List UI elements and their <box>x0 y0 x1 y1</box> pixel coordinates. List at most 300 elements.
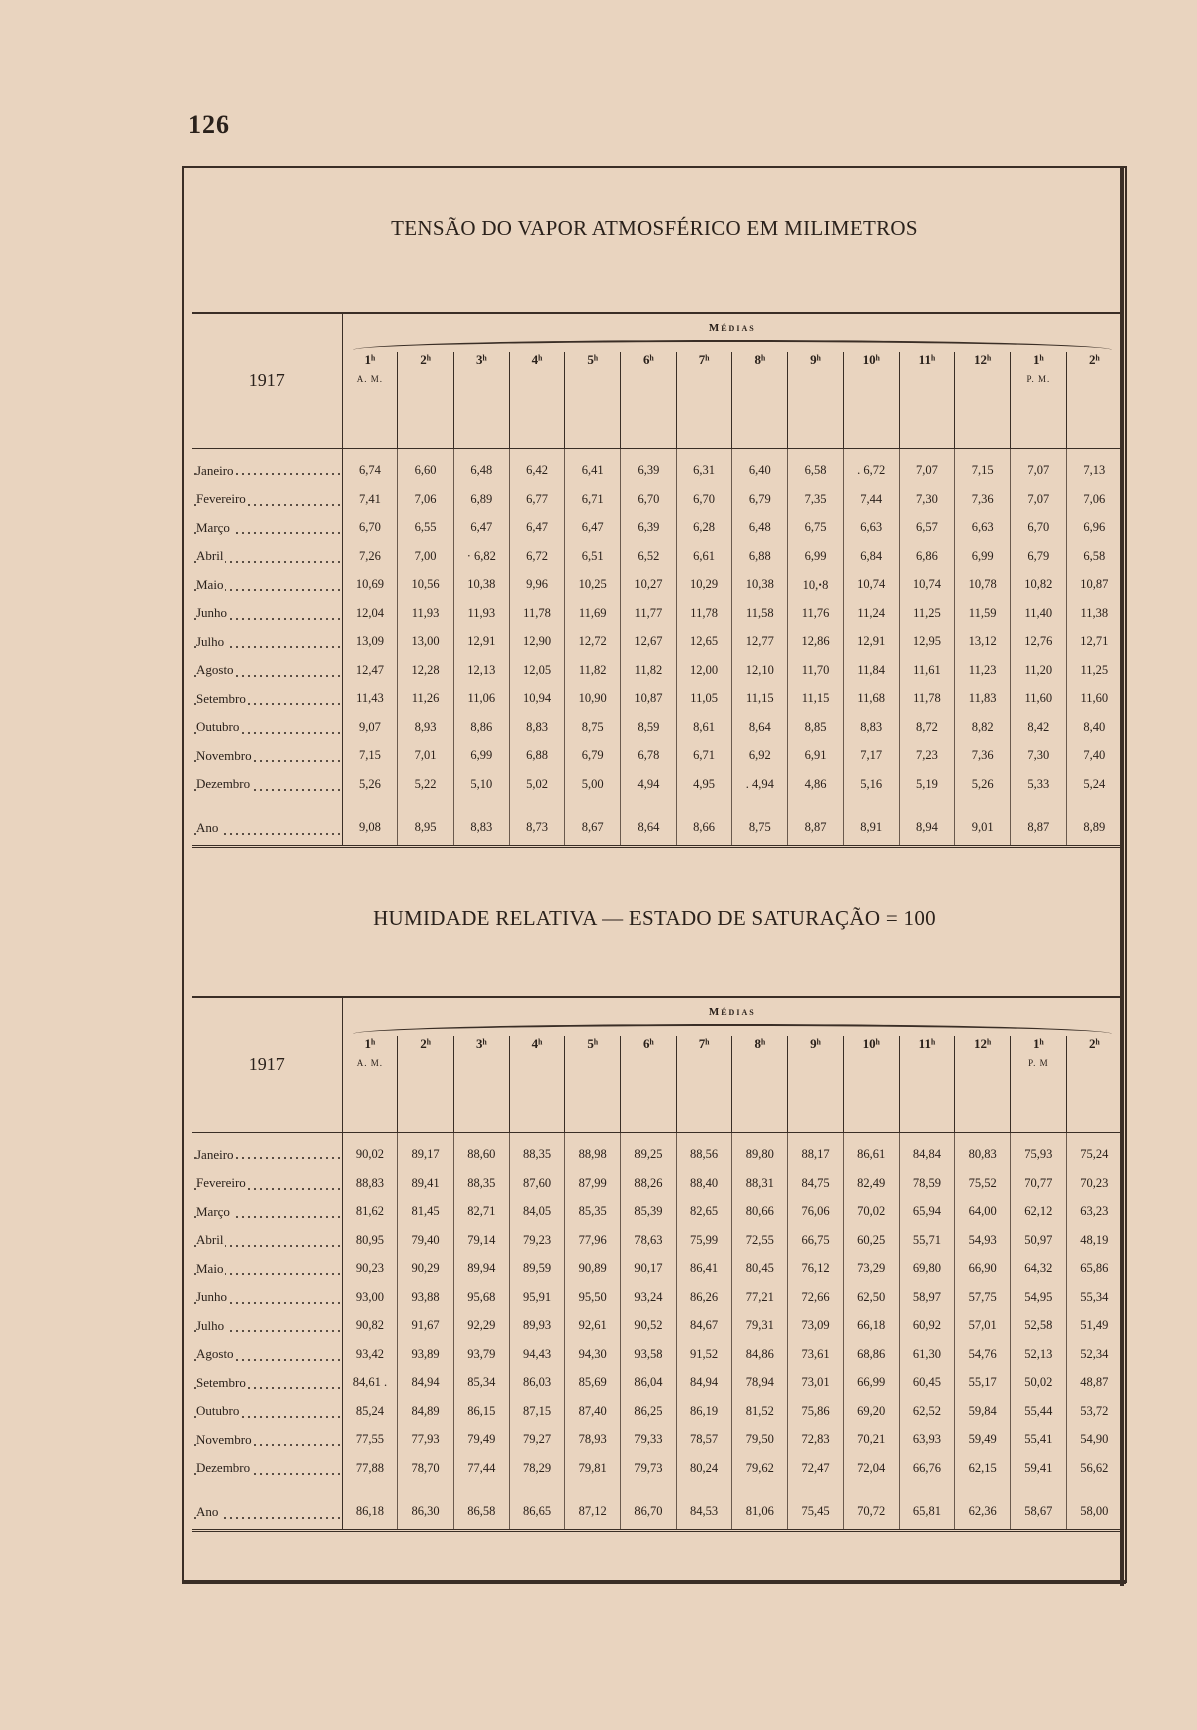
table-cell: 6,91 <box>788 742 844 771</box>
table-cell: 12,10 <box>732 656 788 685</box>
annual-cell: 8,67 <box>565 811 621 847</box>
table-cell: 79,23 <box>509 1226 565 1255</box>
table-cell: 93,79 <box>453 1340 509 1369</box>
table-cell: 10,38 <box>732 571 788 600</box>
table-cell: 90,82 <box>342 1312 398 1341</box>
table-cell: 11,58 <box>732 599 788 628</box>
table-cell: 66,76 <box>899 1454 955 1483</box>
table-cell: 7,06 <box>1066 485 1122 514</box>
table-row <box>192 448 1122 485</box>
table-cell: 80,66 <box>732 1198 788 1227</box>
table-cell: 6,47 <box>565 514 621 543</box>
table-cell: 85,24 <box>342 1397 398 1426</box>
table-cell: 12,77 <box>732 628 788 657</box>
month-label <box>192 448 342 485</box>
annual-cell: 8,95 <box>398 811 454 847</box>
table-cell: 10,87 <box>621 685 677 714</box>
row-spacer <box>192 1483 1122 1495</box>
table-cell: 66,99 <box>843 1369 899 1398</box>
hour-label: 8ʰ <box>754 352 766 367</box>
table-cell: 93,89 <box>398 1340 454 1369</box>
table-cell: 6,71 <box>565 485 621 514</box>
table-cell: 90,89 <box>565 1255 621 1284</box>
table-cell: 12,86 <box>788 628 844 657</box>
table-cell: 86,15 <box>453 1397 509 1426</box>
table-cell: 76,12 <box>788 1255 844 1284</box>
table-cell: 78,93 <box>565 1426 621 1455</box>
annual-cell: 58,00 <box>1066 1495 1122 1531</box>
vapor-table-body <box>192 448 1122 846</box>
table-cell: 6,41 <box>565 448 621 485</box>
table-cell: 82,49 <box>843 1169 899 1198</box>
table-cell: 90,17 <box>621 1255 677 1284</box>
table-row <box>192 1312 1122 1341</box>
hour-label: 4ʰ <box>531 352 543 367</box>
table-cell: 10,25 <box>565 571 621 600</box>
page-frame <box>182 166 1127 1583</box>
hour-label: 2ʰ <box>420 352 431 367</box>
table-cell: 13,12 <box>955 628 1011 657</box>
month-label <box>192 1198 342 1227</box>
annual-cell: 8,87 <box>1010 811 1066 847</box>
table-row <box>192 1132 1122 1169</box>
table-cell: 93,58 <box>621 1340 677 1369</box>
table-cell: 89,80 <box>732 1132 788 1169</box>
table-cell: 7,23 <box>899 742 955 771</box>
brace-icon <box>353 340 1112 350</box>
table-cell: 6,99 <box>788 542 844 571</box>
table-cell: 7,41 <box>342 485 398 514</box>
table-cell: 11,06 <box>453 685 509 714</box>
month-label <box>192 1454 342 1483</box>
table-cell: 11,69 <box>565 599 621 628</box>
table-cell: 6,88 <box>509 742 565 771</box>
table-cell: 7,30 <box>1010 742 1066 771</box>
annual-cell: 86,58 <box>453 1495 509 1531</box>
medias-header <box>342 314 1122 352</box>
hour-label: 12ʰ <box>974 1036 992 1051</box>
table-cell: 5,19 <box>899 770 955 799</box>
table1-title: TENSÃO DO VAPOR ATMOSFÉRICO EM MILIMETROS <box>391 216 918 240</box>
table-cell: 12,00 <box>676 656 732 685</box>
table-cell: 8,64 <box>732 713 788 742</box>
table-cell: 63,23 <box>1066 1198 1122 1227</box>
label-text: Fevereiro <box>196 491 246 507</box>
hour-label: 8ʰ <box>754 1036 766 1051</box>
table-cell: 48,87 <box>1066 1369 1122 1398</box>
table-cell: 6,70 <box>342 514 398 543</box>
table-cell: 80,95 <box>342 1226 398 1255</box>
table-cell: 79,31 <box>732 1312 788 1341</box>
table-row <box>192 485 1122 514</box>
label-text: Janeiro <box>196 1146 234 1162</box>
hour-label: 2ʰ <box>1088 352 1100 367</box>
table-cell: 11,61 <box>899 656 955 685</box>
month-label <box>192 1283 342 1312</box>
hour-label: 11ʰ <box>918 1036 936 1051</box>
table-cell: 55,34 <box>1066 1283 1122 1312</box>
table-cell: 5,10 <box>453 770 509 799</box>
table-cell: 7,07 <box>899 448 955 485</box>
table-cell: 80,83 <box>955 1132 1011 1169</box>
annual-cell: 86,65 <box>509 1495 565 1531</box>
hour-header <box>955 352 1011 448</box>
table-cell: 9,96 <box>509 571 565 600</box>
table-cell: 7,36 <box>955 485 1011 514</box>
hour-header <box>342 1036 398 1132</box>
label-text: Fevereiro <box>196 1175 246 1191</box>
table-cell: 8,59 <box>621 713 677 742</box>
table-cell: 8,82 <box>955 713 1011 742</box>
table-cell: 91,67 <box>398 1312 454 1341</box>
table-cell: 88,35 <box>453 1169 509 1198</box>
table-cell: 8,83 <box>843 713 899 742</box>
table-cell: 77,44 <box>453 1454 509 1483</box>
label-text: Setembro <box>196 1374 246 1390</box>
label-text: Julho <box>196 1317 225 1333</box>
table-cell: 60,45 <box>899 1369 955 1398</box>
pm-label: P. M. <box>1026 374 1051 384</box>
table-cell: 79,49 <box>453 1426 509 1455</box>
table-cell: 62,15 <box>955 1454 1011 1483</box>
table-cell: 59,84 <box>955 1397 1011 1426</box>
table-cell: 79,50 <box>732 1426 788 1455</box>
table-cell: 85,39 <box>621 1198 677 1227</box>
table-row <box>192 742 1122 771</box>
table-cell: 60,92 <box>899 1312 955 1341</box>
annual-cell: 70,72 <box>843 1495 899 1531</box>
hour-label: 7ʰ <box>698 1036 710 1051</box>
table-cell: 5,26 <box>342 770 398 799</box>
table-cell: 12,13 <box>453 656 509 685</box>
table-cell: 10,74 <box>899 571 955 600</box>
table-cell: 87,99 <box>565 1169 621 1198</box>
table-cell: 94,30 <box>565 1340 621 1369</box>
hour-header <box>676 352 732 448</box>
medias-header <box>342 998 1122 1036</box>
table-cell: 66,18 <box>843 1312 899 1341</box>
table-cell: 79,14 <box>453 1226 509 1255</box>
table-cell: 10,82 <box>1010 571 1066 600</box>
annual-row <box>192 1495 1122 1531</box>
table-cell: 12,91 <box>453 628 509 657</box>
table-cell: 7,13 <box>1066 448 1122 485</box>
table-cell: 8,72 <box>899 713 955 742</box>
table-cell: 12,95 <box>899 628 955 657</box>
table-cell: 68,86 <box>843 1340 899 1369</box>
table-cell: 66,90 <box>955 1255 1011 1284</box>
table-cell: 84,05 <box>509 1198 565 1227</box>
table-cell: 8,85 <box>788 713 844 742</box>
table-cell: 11,82 <box>565 656 621 685</box>
table-cell: 63,93 <box>899 1426 955 1455</box>
hour-header <box>1010 1036 1066 1132</box>
hour-header <box>899 352 955 448</box>
table-cell: 11,40 <box>1010 599 1066 628</box>
table-cell: 70,21 <box>843 1426 899 1455</box>
table-cell: 10,78 <box>955 571 1011 600</box>
table-row <box>192 571 1122 600</box>
table-cell: 79,27 <box>509 1426 565 1455</box>
table-cell: 6,39 <box>621 448 677 485</box>
table-cell: 52,58 <box>1010 1312 1066 1341</box>
table-cell: 88,40 <box>676 1169 732 1198</box>
table-cell: 90,23 <box>342 1255 398 1284</box>
hour-label: 5ʰ <box>587 1036 599 1051</box>
table-cell: 61,30 <box>899 1340 955 1369</box>
table-cell: 12,65 <box>676 628 732 657</box>
am-label: A. M. <box>356 1058 384 1068</box>
hour-label: 9ʰ <box>810 1036 821 1051</box>
table-cell: 72,55 <box>732 1226 788 1255</box>
table-cell: 80,45 <box>732 1255 788 1284</box>
table-cell: 11,26 <box>398 685 454 714</box>
table2-title: HUMIDADE RELATIVA — ESTADO DE SATURAÇÃO = 100 <box>373 906 936 930</box>
label-text: Outubro <box>196 719 240 735</box>
table-cell: 84,94 <box>398 1369 454 1398</box>
table-cell: 12,47 <box>342 656 398 685</box>
table-cell: 64,00 <box>955 1198 1011 1227</box>
table-cell: 84,86 <box>732 1340 788 1369</box>
hour-header <box>676 1036 732 1132</box>
table-cell: 85,35 <box>565 1198 621 1227</box>
label-text: Setembro <box>196 690 246 706</box>
month-label <box>192 1312 342 1341</box>
annual-cell: 8,75 <box>732 811 788 847</box>
table-cell: 11,59 <box>955 599 1011 628</box>
table-cell: 93,24 <box>621 1283 677 1312</box>
table-cell: 6,58 <box>1066 542 1122 571</box>
annual-label <box>192 811 342 847</box>
table-cell: 73,29 <box>843 1255 899 1284</box>
hour-header <box>565 352 621 448</box>
table-cell: 58,97 <box>899 1283 955 1312</box>
table-cell: 75,99 <box>676 1226 732 1255</box>
table-cell: 62,50 <box>843 1283 899 1312</box>
table-cell: 7,15 <box>342 742 398 771</box>
table-cell: 6,96 <box>1066 514 1122 543</box>
table-cell: 6,79 <box>1010 542 1066 571</box>
table-cell: 6,60 <box>398 448 454 485</box>
table-cell: 89,93 <box>509 1312 565 1341</box>
annual-cell: 9,08 <box>342 811 398 847</box>
hour-label: 4ʰ <box>531 1036 543 1051</box>
table-cell: 6,72 <box>509 542 565 571</box>
table-cell: 6,79 <box>565 742 621 771</box>
table-row <box>192 656 1122 685</box>
table-cell: 90,02 <box>342 1132 398 1169</box>
table-cell: 55,17 <box>955 1369 1011 1398</box>
annual-cell: 8,73 <box>509 811 565 847</box>
hour-label: 1ʰ <box>364 352 376 367</box>
table-cell: 69,20 <box>843 1397 899 1426</box>
table-cell: 10,29 <box>676 571 732 600</box>
table-cell: 84,75 <box>788 1169 844 1198</box>
table-cell: 11,24 <box>843 599 899 628</box>
table-cell: 91,52 <box>676 1340 732 1369</box>
month-label <box>192 514 342 543</box>
brace-icon <box>353 1024 1112 1034</box>
table-cell: 93,42 <box>342 1340 398 1369</box>
table-cell: 87,40 <box>565 1397 621 1426</box>
table-cell: 7,30 <box>899 485 955 514</box>
table-cell: 62,52 <box>899 1397 955 1426</box>
table-cell: 54,76 <box>955 1340 1011 1369</box>
table-cell: 7,15 <box>955 448 1011 485</box>
table-cell: 87,15 <box>509 1397 565 1426</box>
table-cell: 6,70 <box>676 485 732 514</box>
table-cell: 8,61 <box>676 713 732 742</box>
label-text: Maio <box>196 1260 224 1276</box>
table-cell: 93,88 <box>398 1283 454 1312</box>
hour-header <box>621 1036 677 1132</box>
table-cell: 11,05 <box>676 685 732 714</box>
table-cell: 10,87 <box>1066 571 1122 600</box>
table-cell: 50,97 <box>1010 1226 1066 1255</box>
table-cell: 75,52 <box>955 1169 1011 1198</box>
table-cell: 11,84 <box>843 656 899 685</box>
table-cell: 88,83 <box>342 1169 398 1198</box>
hour-header <box>955 1036 1011 1132</box>
table-cell: 6,61 <box>676 542 732 571</box>
hour-header <box>843 352 899 448</box>
table-cell: 11,82 <box>621 656 677 685</box>
table-cell: 8,75 <box>565 713 621 742</box>
month-label <box>192 1226 342 1255</box>
annual-cell: 65,81 <box>899 1495 955 1531</box>
table-cell: 77,88 <box>342 1454 398 1483</box>
table-cell: 59,41 <box>1010 1454 1066 1483</box>
table-cell: 6,58 <box>788 448 844 485</box>
table-cell: 80,24 <box>676 1454 732 1483</box>
table-cell: 13,00 <box>398 628 454 657</box>
table-row <box>192 1340 1122 1369</box>
table-cell: 6,47 <box>509 514 565 543</box>
table-cell: 6,39 <box>621 514 677 543</box>
hour-label: 2ʰ <box>420 1036 431 1051</box>
annual-cell: 58,67 <box>1010 1495 1066 1531</box>
table-cell: 65,94 <box>899 1198 955 1227</box>
table-cell: 78,29 <box>509 1454 565 1483</box>
table-cell: 89,41 <box>398 1169 454 1198</box>
table-cell: 5,16 <box>843 770 899 799</box>
table-cell: 82,65 <box>676 1198 732 1227</box>
table-cell: 86,04 <box>621 1369 677 1398</box>
month-label <box>192 542 342 571</box>
hour-label: 1ʰ <box>364 1036 376 1051</box>
month-label <box>192 656 342 685</box>
table-cell: 6,57 <box>899 514 955 543</box>
table-cell: 78,70 <box>398 1454 454 1483</box>
hour-header <box>1010 352 1066 448</box>
table-cell: 12,05 <box>509 656 565 685</box>
table-cell: 6,78 <box>621 742 677 771</box>
table-cell: 94,43 <box>509 1340 565 1369</box>
table-cell: 5,22 <box>398 770 454 799</box>
annual-cell: 84,53 <box>676 1495 732 1531</box>
month-label <box>192 1340 342 1369</box>
hour-label: 5ʰ <box>587 352 599 367</box>
table-cell: 57,75 <box>955 1283 1011 1312</box>
table-cell: 51,49 <box>1066 1312 1122 1341</box>
hour-header <box>732 1036 788 1132</box>
table-cell: 10,ꞏ8 <box>788 571 844 600</box>
table-cell: 77,93 <box>398 1426 454 1455</box>
frame-shadow-right <box>1120 166 1124 1586</box>
hour-label: 12ʰ <box>974 352 992 367</box>
annual-cell: 9,01 <box>955 811 1011 847</box>
annual-label <box>192 1495 342 1531</box>
table-cell: 8,42 <box>1010 713 1066 742</box>
label-text: Agosto <box>196 662 234 678</box>
table-cell: 7,26 <box>342 542 398 571</box>
annual-cell: 87,12 <box>565 1495 621 1531</box>
table-cell: 6,40 <box>732 448 788 485</box>
table-cell: 7,00 <box>398 542 454 571</box>
medias-label: Médias <box>708 1006 756 1018</box>
month-label <box>192 713 342 742</box>
relative-humidity-table <box>192 996 1122 1532</box>
medias-label: Médias <box>708 322 756 334</box>
table-cell: 95,50 <box>565 1283 621 1312</box>
table-cell: 84,61 . <box>342 1369 398 1398</box>
table-cell: 9,07 <box>342 713 398 742</box>
table-cell: 54,90 <box>1066 1426 1122 1455</box>
annual-cell: 75,45 <box>788 1495 844 1531</box>
table-cell: 4,94 <box>621 770 677 799</box>
table-cell: 10,69 <box>342 571 398 600</box>
table-row <box>192 713 1122 742</box>
table-cell: 85,69 <box>565 1369 621 1398</box>
table-cell: 6,88 <box>732 542 788 571</box>
table-cell: 6,74 <box>342 448 398 485</box>
table-cell: 81,62 <box>342 1198 398 1227</box>
table-cell: 84,94 <box>676 1369 732 1398</box>
month-label <box>192 571 342 600</box>
table-cell: 52,34 <box>1066 1340 1122 1369</box>
table-cell: 5,26 <box>955 770 1011 799</box>
table-cell: 86,41 <box>676 1255 732 1284</box>
table-cell: 4,95 <box>676 770 732 799</box>
table-cell: 10,27 <box>621 571 677 600</box>
table-cell: 89,94 <box>453 1255 509 1284</box>
annual-cell: 8,64 <box>621 811 677 847</box>
table-cell: 79,62 <box>732 1454 788 1483</box>
table-cell: 8,40 <box>1066 713 1122 742</box>
table-cell: 7,40 <box>1066 742 1122 771</box>
table-cell: 12,71 <box>1066 628 1122 657</box>
table-cell: 64,32 <box>1010 1255 1066 1284</box>
annual-cell: 81,06 <box>732 1495 788 1531</box>
table-cell: 11,76 <box>788 599 844 628</box>
table-cell: 7,01 <box>398 742 454 771</box>
table-cell: 11,93 <box>453 599 509 628</box>
table-cell: 10,94 <box>509 685 565 714</box>
table-cell: 84,84 <box>899 1132 955 1169</box>
hour-label: 7ʰ <box>698 352 710 367</box>
table-cell: 6,52 <box>621 542 677 571</box>
table-cell: 11,77 <box>621 599 677 628</box>
label-text: Março <box>196 519 230 535</box>
annual-cell: 8,87 <box>788 811 844 847</box>
table-row <box>192 1169 1122 1198</box>
table-cell: 55,71 <box>899 1226 955 1255</box>
table-cell: 11,68 <box>843 685 899 714</box>
label-text: Junho <box>196 605 228 621</box>
table-cell: 11,60 <box>1010 685 1066 714</box>
table-cell: 72,83 <box>788 1426 844 1455</box>
table-cell: 90,29 <box>398 1255 454 1284</box>
